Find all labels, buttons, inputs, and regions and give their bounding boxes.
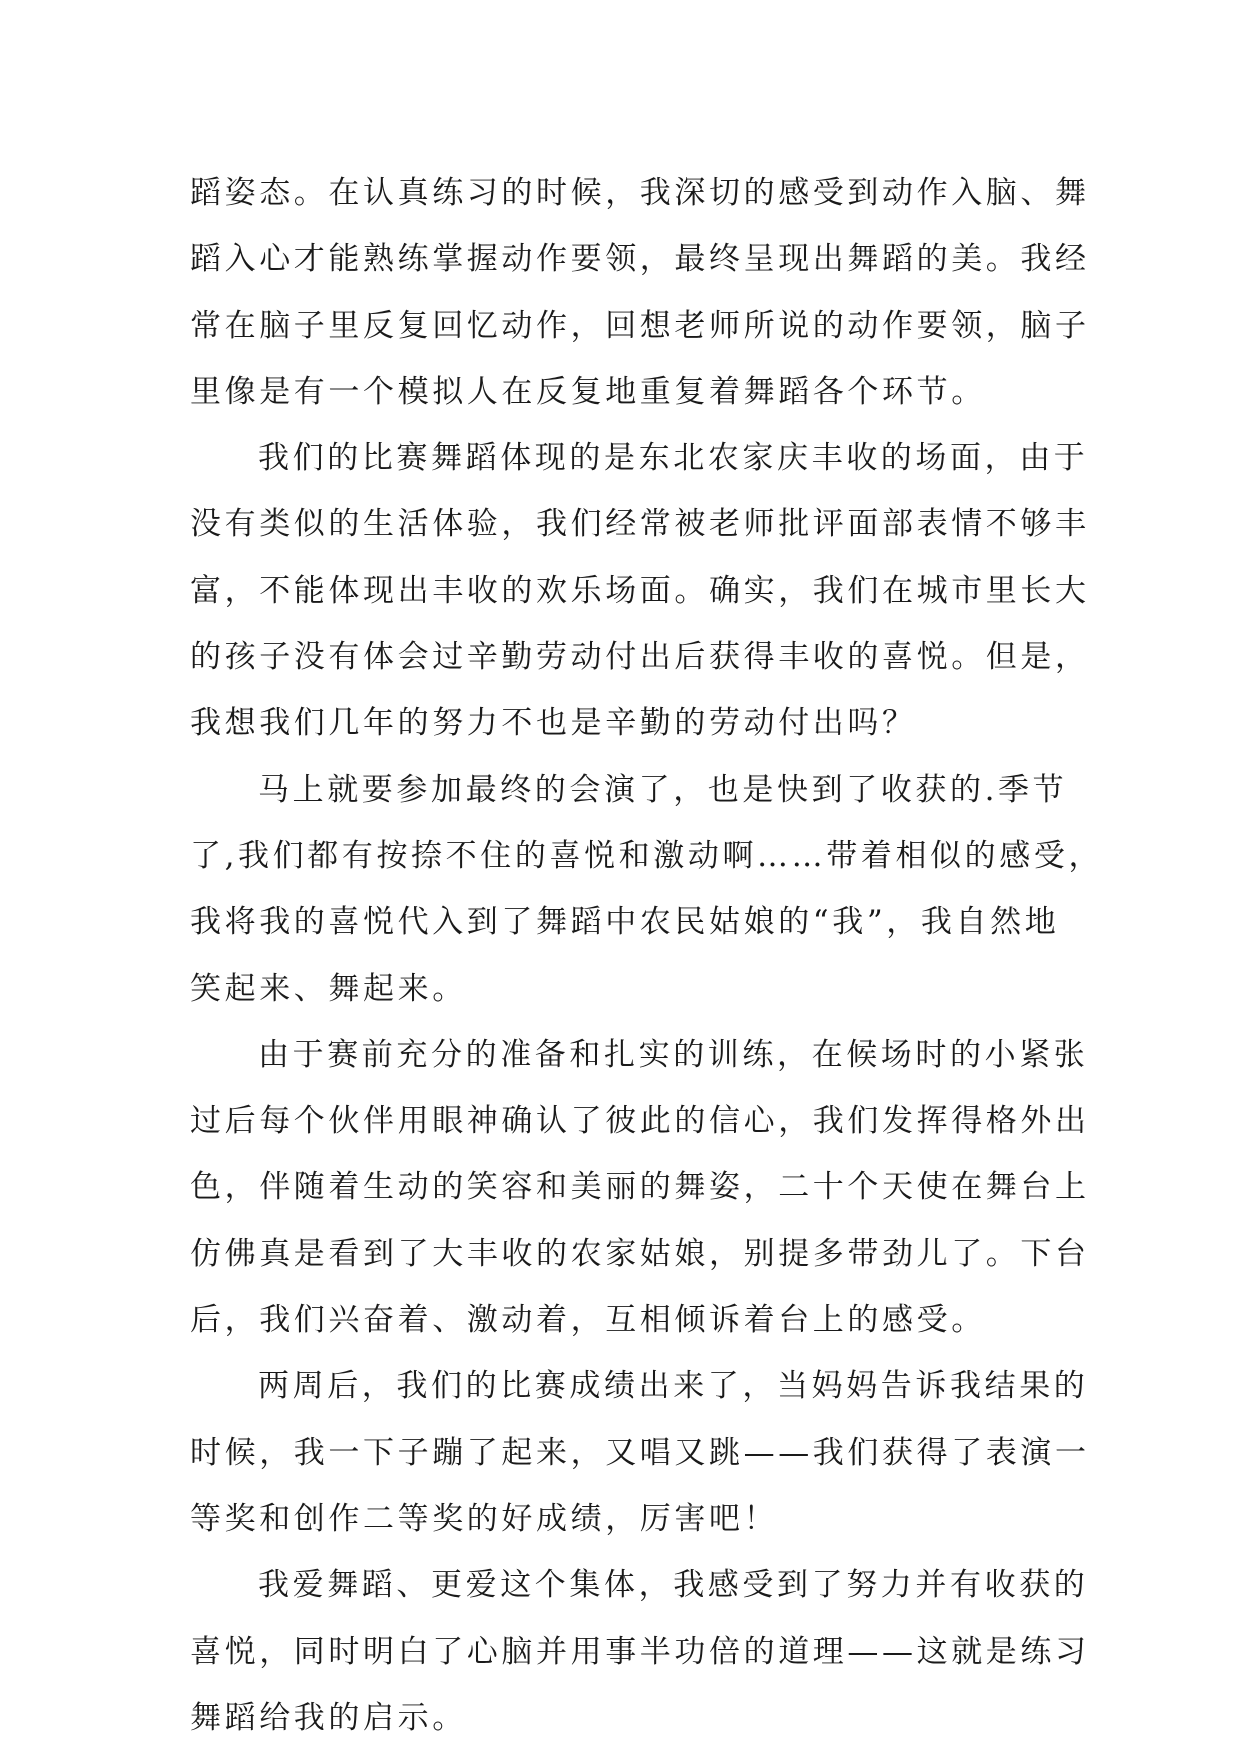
text-line: 我将我的喜悦代入到了舞蹈中农民姑娘的“我”，我自然地	[190, 904, 1060, 941]
paragraph-1	[190, 160, 1090, 425]
text-line: 舞蹈给我的启示。	[190, 1699, 467, 1736]
paragraph-4	[190, 1022, 1090, 1353]
paragraph-2	[190, 425, 1090, 756]
text-line: 我们的比赛舞蹈体现的是东北农家庆丰收的场面，由于	[258, 440, 1089, 477]
text-line: 色，伴随着生动的笑容和美丽的舞姿，二十个天使在舞台上	[190, 1169, 1090, 1206]
text-line: 仿佛真是看到了大丰收的农家姑娘，别提多带劲儿了。下台	[190, 1235, 1090, 1272]
paragraph-6	[190, 1552, 1090, 1751]
text-line: 我爱舞蹈、更爱这个集体，我感受到了努力并有收获的	[258, 1567, 1089, 1604]
essay-body	[190, 160, 1104, 1751]
text-line: 喜悦，同时明白了心脑并用事半功倍的道理——这就是练习	[190, 1633, 1090, 1670]
text-line: 等奖和创作二等奖的好成绩，厉害吧！	[190, 1500, 779, 1537]
text-line: 时候，我一下子蹦了起来，又唱又跳——我们获得了表演一	[190, 1434, 1090, 1471]
paragraph-3	[190, 757, 1104, 1022]
text-line: 蹈姿态。在认真练习的时候，我深切的感受到动作入脑、舞	[190, 175, 1090, 211]
text-line: 马上就要参加最终的会演了，也是快到了收获的.季节	[258, 771, 1068, 808]
text-line: 过后每个伙伴用眼神确认了彼此的信心，我们发挥得格外出	[190, 1103, 1090, 1140]
text-line: 常在脑子里反复回忆动作，回想老师所说的动作要领，脑子	[190, 307, 1090, 344]
paragraph-5	[190, 1353, 1090, 1552]
text-line: 里像是有一个模拟人在反复地重复着舞蹈各个环节。	[190, 373, 986, 410]
text-line: 了,我们都有按捺不住的喜悦和激动啊……带着相似的感受，	[190, 837, 1104, 874]
text-line: 没有类似的生活体验，我们经常被老师批评面部表情不够丰	[190, 506, 1090, 543]
text-line: 的孩子没有体会过辛勤劳动付出后获得丰收的喜悦。但是，	[190, 639, 1090, 676]
text-line: 由于赛前充分的准备和扎实的训练，在候场时的小紧张	[258, 1036, 1089, 1073]
text-line: 富，不能体现出丰收的欢乐场面。确实，我们在城市里长大	[190, 572, 1090, 609]
text-line: 笑起来、舞起来。	[190, 970, 467, 1007]
text-line: 我想我们几年的努力不也是辛勤的劳动付出吗？	[190, 705, 917, 742]
text-line: 两周后，我们的比赛成绩出来了，当妈妈告诉我结果的	[258, 1368, 1089, 1405]
text-line: 蹈入心才能熟练掌握动作要领，最终呈现出舞蹈的美。我经	[190, 241, 1090, 278]
text-line: 后，我们兴奋着、激动着，互相倾诉着台上的感受。	[190, 1302, 986, 1339]
